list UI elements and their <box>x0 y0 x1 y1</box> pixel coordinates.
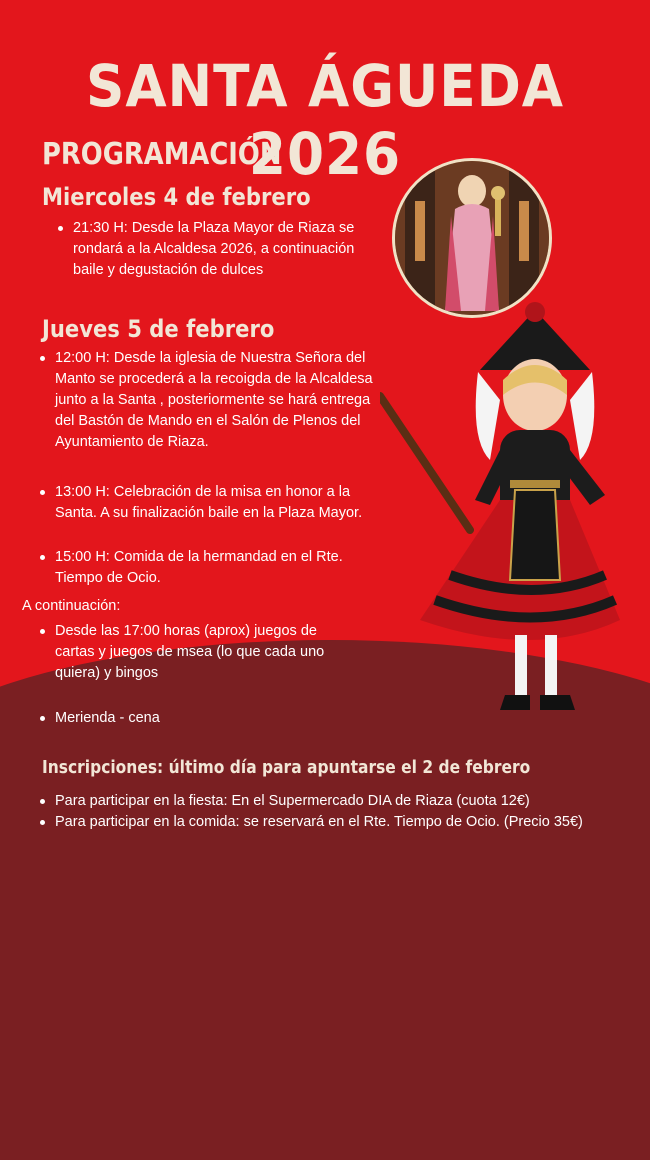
continuation-label: A continuación: <box>22 598 121 614</box>
continuation-list <box>37 621 357 684</box>
inscriptions-list <box>37 791 637 833</box>
wednesday-list <box>55 218 385 281</box>
saint-photo <box>392 158 552 318</box>
thursday-list <box>37 348 377 453</box>
page-title: SANTA ÁGUEDA 2026 <box>85 52 565 188</box>
program-heading: PROGRAMACIÓN <box>42 137 282 172</box>
list-item: Para participar en la comida: se reservará en el Rte. Tiempo de Ocio. (Precio 35€) <box>37 812 637 833</box>
continuation-list <box>37 708 357 729</box>
list-item: 12:00 H: Desde la iglesia de Nuestra Señora del Manto se procederá a la recoigda de la Alcaldesa junto a la Santa , posteriormente se hará entrega del Bastón de Mando en el Salón de Plenos del Ayuntamiento de Riaza. <box>37 348 377 453</box>
list-item: 15:00 H: Comida de la hermandad en el Rte. Tiempo de Ocio. <box>37 547 377 589</box>
costume-girl-illustration <box>380 300 630 730</box>
list-item: 21:30 H: Desde la Plaza Mayor de Riaza se rondará a la Alcaldesa 2026, a continuación baile y degustación de dulces <box>55 218 385 281</box>
list-item: 13:00 H: Celebración de la misa en honor a la Santa. A su finalización baile en la Plaza Mayor. <box>37 482 392 524</box>
thursday-heading: Jueves 5 de febrero <box>42 315 275 343</box>
list-item: Para participar en la fiesta: En el Supermercado DIA de Riaza (cuota 12€) <box>37 791 637 812</box>
thursday-list <box>37 482 392 524</box>
thursday-list <box>37 547 377 589</box>
inscriptions-heading: Inscripciones: último día para apuntarse el 2 de febrero <box>42 757 531 778</box>
list-item: Desde las 17:00 horas (aprox) juegos de cartas y juegos de msea (lo que cada uno quiera) y bingos <box>37 621 357 684</box>
wednesday-heading: Miercoles 4 de febrero <box>42 183 311 211</box>
list-item: Merienda - cena <box>37 708 357 729</box>
